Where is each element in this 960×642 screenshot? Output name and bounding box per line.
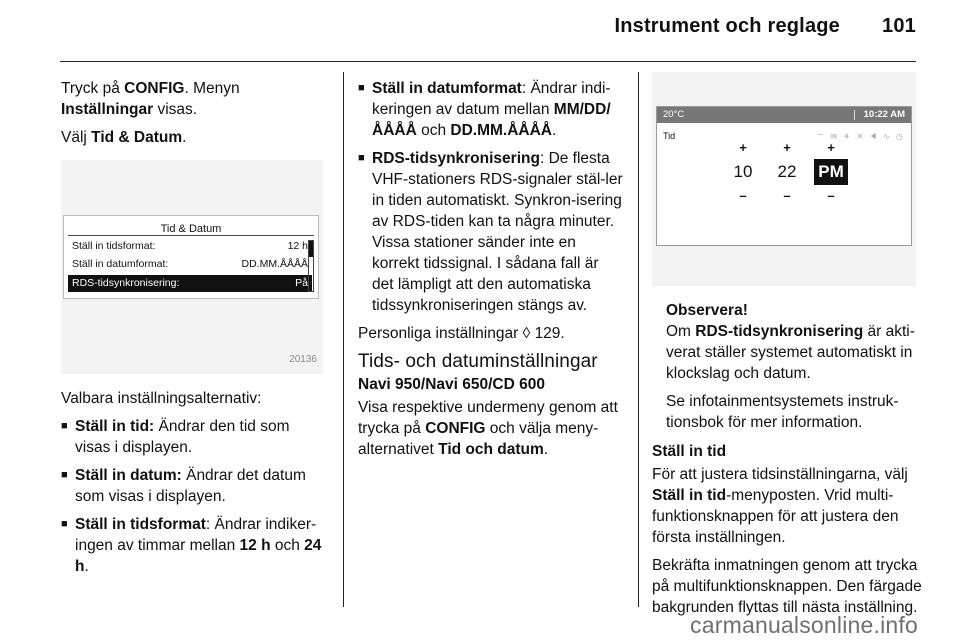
- options-list-cont: [358, 78, 624, 316]
- plus-icon: +: [783, 140, 791, 155]
- paragraph-confirm: Bekräfta inmatningen genom att trycka på multifunktionsknappen. Den färgade bakgrunden flyttas till nästa inställning.: [652, 557, 922, 616]
- hour-spinner: [723, 137, 763, 207]
- screen-divider: [68, 235, 314, 236]
- menu-row-date-format: Ställ in datumformat: DD.MM.ÅÅÅÅ: [72, 258, 308, 270]
- list-item: ■ Ställ in tid: Ändrar den tid som visas i displayen.: [61, 416, 328, 458]
- hour-value: 10: [733, 162, 753, 181]
- minute-spinner: [767, 137, 807, 207]
- ampm-value: PM: [814, 159, 848, 185]
- column-divider: [638, 72, 639, 607]
- paragraph-set-time: För att justera tidsinställningarna, välj Ställ in tid-menyposten. Vrid multi-funktionsknappen för att justera den första inställningen.: [652, 466, 908, 546]
- clock: 10:22 AM: [863, 109, 905, 120]
- menu-row-time-format: Ställ in tidsformat: 12 h: [72, 240, 308, 252]
- column-2: [358, 78, 624, 467]
- column-1: [61, 78, 328, 584]
- section-heading: Tids- och datuminställningar: [358, 351, 598, 372]
- status-bar: [657, 107, 911, 123]
- display-screen: [656, 106, 912, 246]
- scroll-thumb: [309, 241, 313, 257]
- menu-row-rds-sync: RDS-tidsynkronisering: På: [68, 275, 312, 292]
- options-list: [61, 416, 328, 577]
- list-item: ■ Ställ in datumformat: Ändrar indi-keringen av datum mellan MM/DD/ÅÅÅÅ och DD.MM.ÅÅÅÅ.: [358, 78, 624, 141]
- header-rule: [60, 61, 916, 62]
- personal-settings-ref: Personliga inställningar ◊ 129.: [358, 325, 565, 342]
- options-intro: Valbara inställningsalternativ:: [61, 390, 262, 407]
- column-divider: [343, 72, 344, 607]
- paragraph-config: Tryck på CONFIG. Menyn Inställningar visas.: [61, 80, 240, 118]
- list-item: ■ Ställ in tidsformat: Ändrar indiker-ingen av timmar mellan 12 h och 24 h.: [61, 514, 328, 577]
- display-screen: [63, 215, 319, 299]
- note-box: [652, 300, 924, 433]
- note-paragraph: Om RDS-tidsynkronisering är akti-verat ställer systemet automatiskt in klockslag och datum.: [666, 323, 915, 382]
- sub-heading: Navi 950/Navi 650/CD 600: [358, 376, 545, 393]
- page-title: Instrument och reglage: [614, 15, 841, 37]
- paragraph-submenu: Visa respektive undermeny genom att trycka på CONFIG och välja meny-alternativet Tid och datum.: [358, 399, 618, 458]
- minute-value: 22: [777, 162, 797, 181]
- minus-icon: –: [827, 188, 835, 203]
- reference-arrow-icon: ◊: [522, 325, 531, 342]
- plus-icon: +: [739, 140, 747, 155]
- note-title: Observera!: [666, 302, 748, 319]
- temperature: 20°C: [663, 109, 685, 120]
- watermark: carmanualsonline.info: [690, 612, 918, 638]
- minus-icon: –: [783, 188, 791, 203]
- plus-icon: +: [827, 140, 835, 155]
- page-header: [614, 16, 916, 37]
- paragraph-select: Välj Tid & Datum.: [61, 129, 187, 146]
- page-number: 101: [882, 15, 916, 37]
- note-paragraph: Se infotainmentsystemets instruk-tionsbok för mer information.: [666, 393, 899, 431]
- screen-title: Tid & Datum: [160, 223, 222, 235]
- figure-tid-datum-menu: [61, 160, 323, 374]
- screen-title: Tid: [663, 131, 676, 141]
- figure-number: 20136: [289, 354, 317, 365]
- list-item: ■ RDS-tidsynkronisering: De flesta VHF-stationers RDS-signaler stäl-ler in tiden automatiskt. Synkron-isering av RDS-tiden kan ta några minuter. Vissa stationer sänder inte en korrekt tidssignal. I sådana fall är det lämpligt att den automatiska tidssynkroniseringen stängs av.: [358, 148, 624, 316]
- figure-time-setting: [652, 72, 916, 286]
- scrollbar: [308, 240, 314, 292]
- column-3: [652, 72, 924, 625]
- minus-icon: –: [739, 188, 747, 203]
- ampm-spinner: [811, 137, 851, 207]
- status-icons: ⌔ ✉ ✈ ✕ ◀ ∿ ◷: [816, 132, 905, 141]
- sub-heading: Ställ in tid: [652, 443, 727, 460]
- list-item: ■ Ställ in datum: Ändrar det datum som visas i displayen.: [61, 465, 328, 507]
